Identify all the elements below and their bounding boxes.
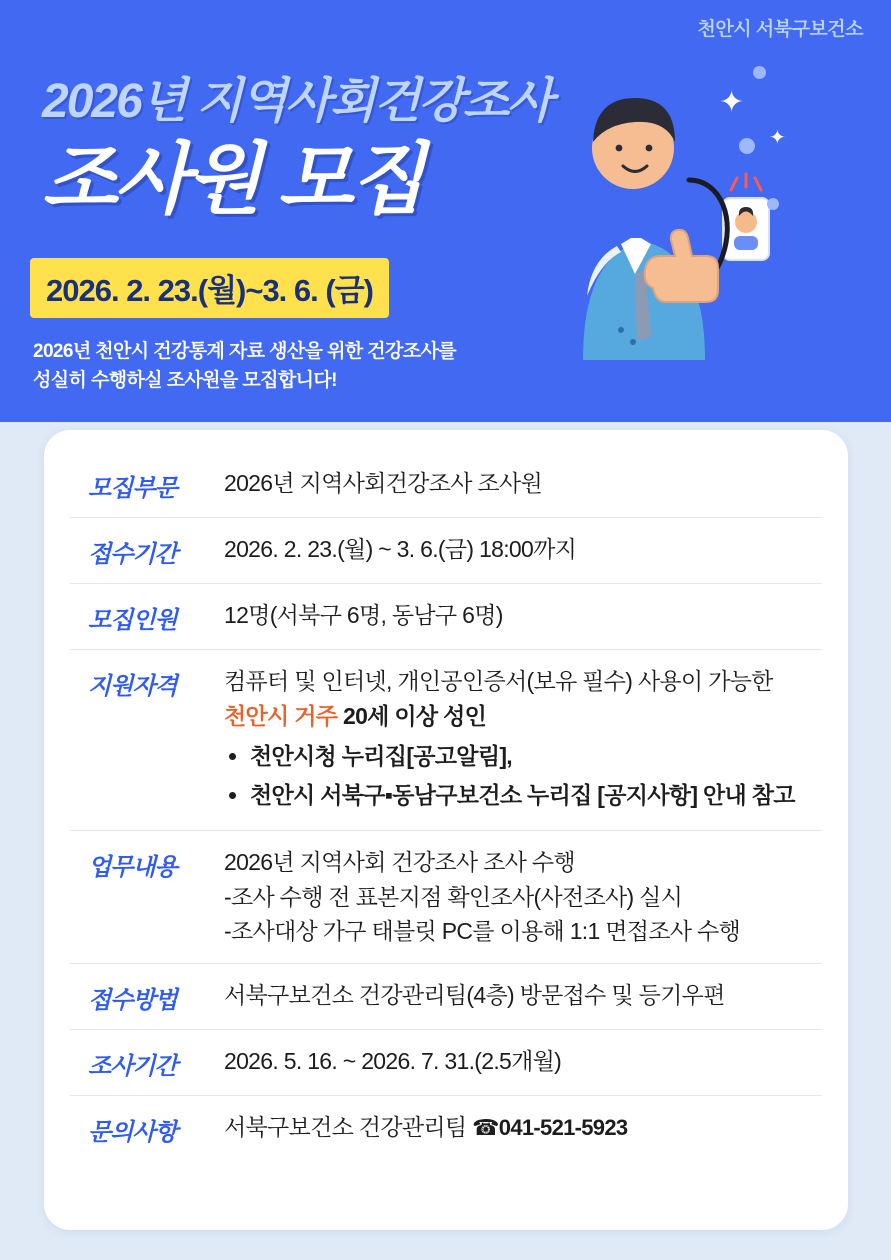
illustration-person (571, 30, 891, 420)
qualification-line-2-rest: 20세 이상 성인 (337, 702, 487, 729)
table-row (70, 1096, 822, 1161)
duties-line-3: -조사대상 가구 태블릿 PC를 이용해 1:1 면접조사 수행 (224, 918, 741, 944)
decor-dot (739, 138, 755, 154)
row-value-qualification (220, 664, 822, 816)
table-row (70, 584, 822, 650)
row-value-contact (220, 1110, 822, 1145)
poster-description (33, 338, 456, 395)
table-row (70, 1030, 822, 1096)
table-row (70, 452, 822, 518)
duties-line-2: -조사 수행 전 표본지점 확인조사(사전조사) 실시 (224, 883, 683, 910)
phone-icon-number: ☎041-521-5923 (472, 1114, 628, 1140)
qualification-highlight: 천안시 거주 (224, 702, 338, 729)
row-value-application-method: 서북구보건소 건강관리팀(4층) 방문접수 및 등기우편 (224, 981, 725, 1008)
row-value-application-period: 2026. 2. 23.(월) ~ 3. 6.(금) 18:00까지 (224, 536, 577, 562)
list-item: • 천안시청 누리집[공고알림], (250, 739, 822, 774)
poster-title-line2: 조사원 모집 (42, 135, 423, 223)
decor-dot (767, 198, 779, 210)
row-value-duties (220, 845, 822, 949)
row-label-qualification: 지원자격 (88, 673, 177, 700)
recruitment-date-badge: 2026. 2. 23.(월)~3. 6. (금) (30, 258, 389, 318)
row-label-survey-period: 조사기간 (88, 1052, 177, 1080)
row-label-recruitment-field: 모집부문 (88, 475, 177, 502)
row-label-contact: 문의사항 (88, 1118, 177, 1146)
description-line-2: 성실히 수행하실 조사원을 모집합니다! (33, 369, 337, 391)
table-row (70, 831, 822, 964)
duties-line-1: 2026년 지역사회 건강조사 조사 수행 (224, 849, 575, 875)
list-item: • 천안시 서북구▪동남구보건소 누리집 [공지사항] 안내 참고 (250, 778, 822, 813)
sparkle-icon: ✦ (719, 86, 745, 119)
table-row (70, 518, 822, 584)
info-card (44, 430, 848, 1230)
table-row (70, 650, 822, 831)
row-value-recruitment-field: 2026년 지역사회건강조사 조사원 (224, 470, 542, 496)
qualification-bullets (224, 739, 822, 812)
poster-header (0, 0, 891, 422)
qualification-line-2 (224, 699, 822, 734)
row-value-survey-period: 2026. 5. 16. ~ 2026. 7. 31.(2.5개월) (224, 1047, 562, 1074)
qualification-line-1: 컴퓨터 및 인터넷, 개인공인증서(보유 필수) 사용이 가능한 (224, 668, 773, 694)
poster-title-line1: 2026년 지역사회건강조사 (42, 75, 552, 128)
contact-team: 서북구보건소 건강관리팀 (224, 1113, 473, 1140)
description-line-1: 2026년 천안시 건강통계 자료 생산을 위한 건강조사를 (33, 341, 457, 362)
row-label-application-period: 접수기간 (88, 541, 177, 568)
organization-label: 천안시 서북구보건소 (697, 19, 863, 40)
decor-dot (753, 66, 766, 79)
sparkle-icon: ✦ (769, 127, 786, 149)
row-label-application-method: 접수방법 (88, 986, 177, 1014)
row-label-headcount: 모집인원 (88, 607, 177, 634)
table-row (70, 964, 822, 1030)
row-value-headcount: 12명(서북구 6명, 동남구 6명) (224, 602, 503, 628)
row-label-duties: 업무내용 (88, 854, 177, 881)
